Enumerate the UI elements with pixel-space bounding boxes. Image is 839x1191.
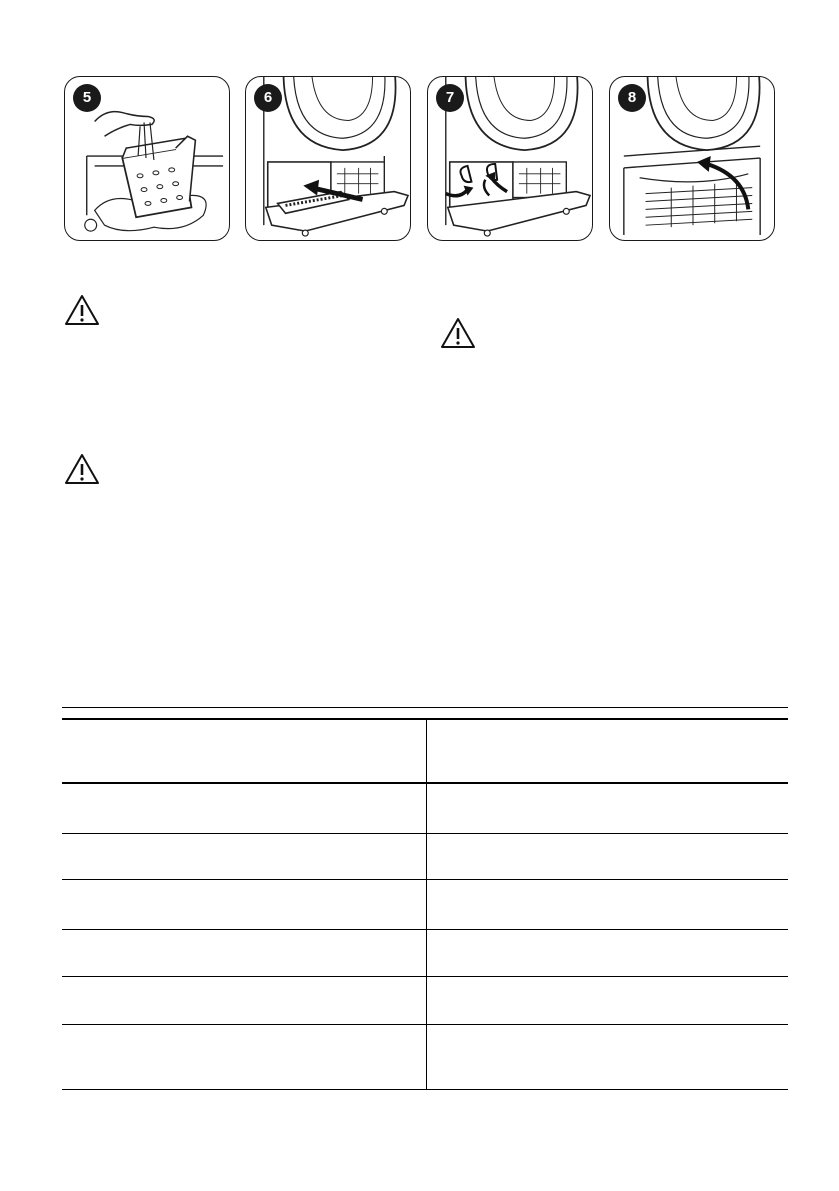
table-header-rule xyxy=(62,782,788,784)
warning-triangle-icon xyxy=(64,293,100,327)
step-number: 5 xyxy=(82,89,92,106)
table-row-rule xyxy=(62,929,788,930)
section-divider xyxy=(62,707,788,708)
table-row-rule xyxy=(62,1024,788,1025)
table-row-rule xyxy=(62,976,788,977)
table-top-rule xyxy=(62,718,788,720)
step-number: 7 xyxy=(445,89,455,106)
step-number: 6 xyxy=(263,89,273,106)
table-row-rule xyxy=(62,879,788,880)
step-panel-8 xyxy=(609,76,775,241)
table-column-divider xyxy=(426,718,427,1090)
warning-triangle-icon xyxy=(64,452,100,486)
table-row-rule xyxy=(62,833,788,834)
step-panel-7 xyxy=(427,76,593,241)
step-number: 8 xyxy=(627,89,637,106)
table-bottom-rule xyxy=(62,1089,788,1090)
step-panel-6 xyxy=(245,76,411,241)
step-panel-5 xyxy=(64,76,230,241)
warning-triangle-icon xyxy=(440,316,476,350)
